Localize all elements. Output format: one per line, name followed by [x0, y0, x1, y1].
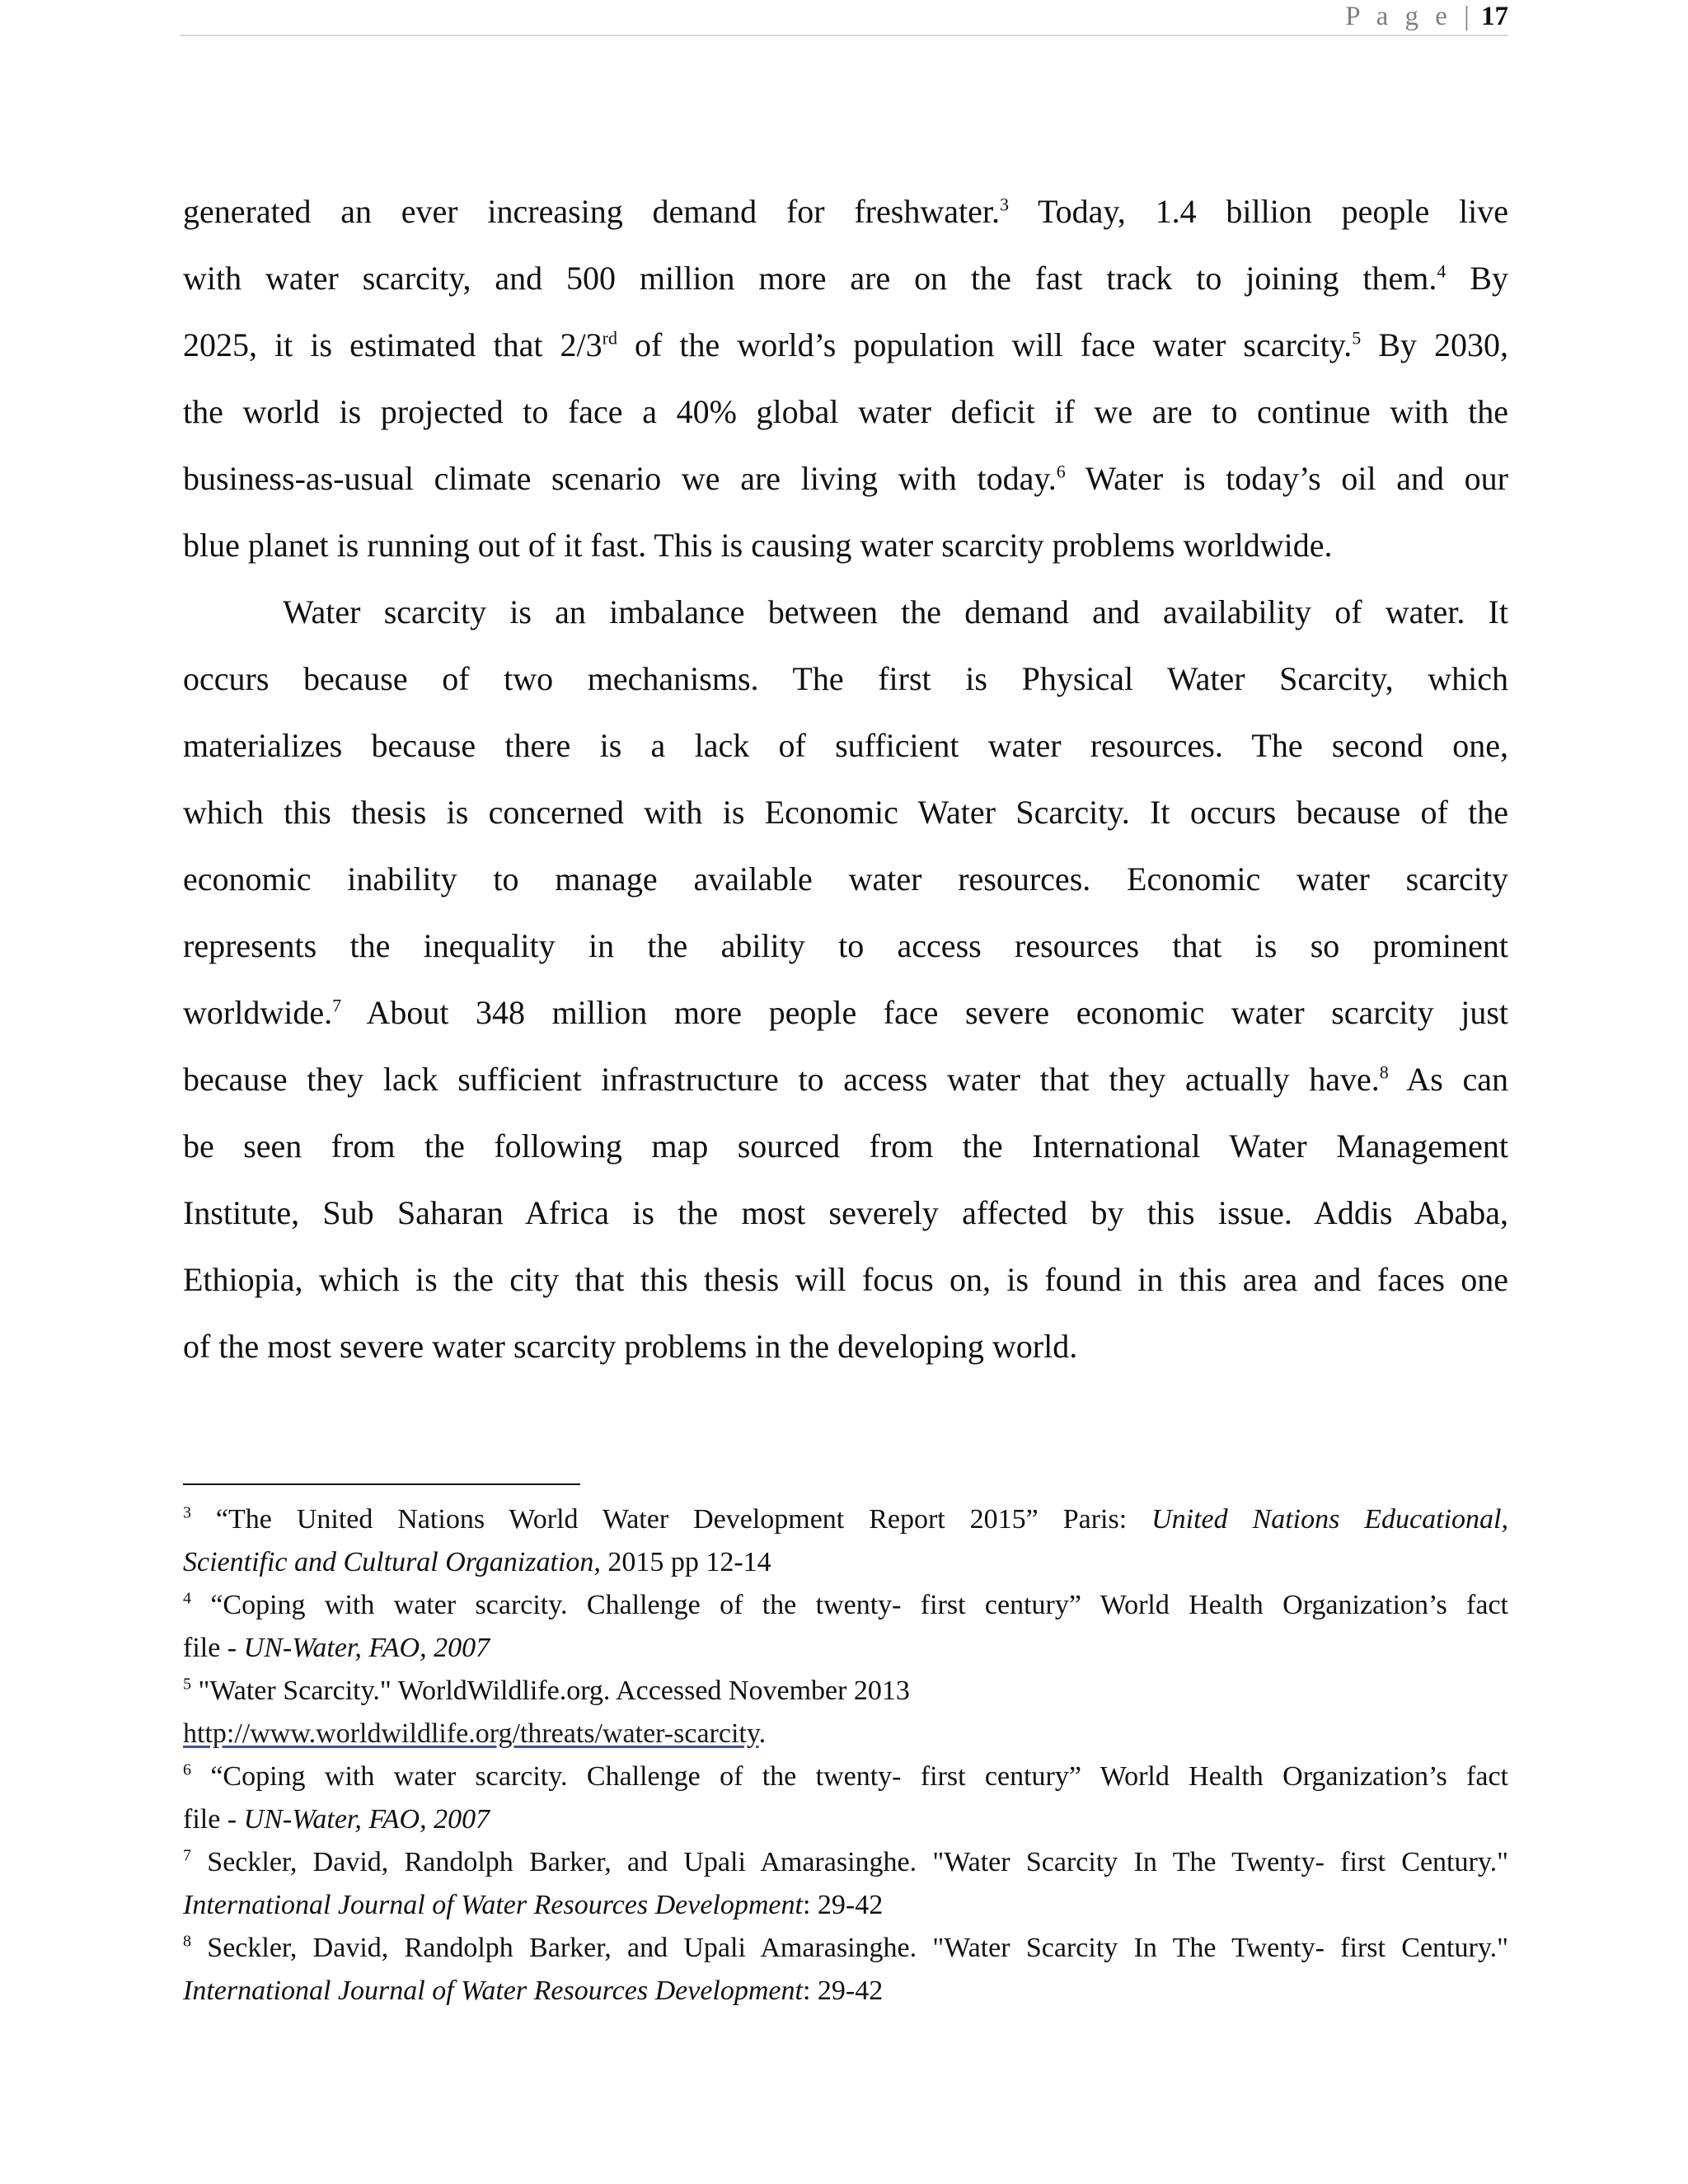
body-line: occurs because of two mechanisms. The first is Physical Water Scarcity, which [183, 660, 1508, 697]
footnote-ref: 8 [1379, 1062, 1389, 1083]
footnote-line: $^4$ “Coping with water scarcity. Challenge of the twenty- first century” World Health Organization’s fact [183, 1589, 1508, 1620]
body-line: blue planet is running out of it fast. This is causing water scarcity problems worldwide. [183, 527, 1333, 564]
body-line: 2025, it is estimated that 2/3rd of the world’s population will face water scarcity.$^5$ By 2030, [183, 326, 1509, 363]
footnote-number: 5 [183, 1675, 191, 1694]
footnote-line: $^3$ “The United Nations World Water Development Report 2015” Paris: United Nations Educational, [183, 1503, 1508, 1535]
body-line: business-as-usual climate scenario we are living with today.$^6$ Water is today’s oil and our [183, 460, 1508, 497]
ordinal-suffix: rd [602, 327, 617, 349]
body-line: represents the inequality in the ability to access resources that is so prominent [183, 927, 1508, 964]
page-label: P a g e | [1345, 2, 1475, 31]
page-number [1345, 0, 1508, 33]
footnote-line: file - UN-Water, FAO, 2007 [183, 1804, 490, 1835]
footnote-ref: 4 [1437, 260, 1447, 282]
body-line: of the most severe water scarcity problems in the developing world. [183, 1328, 1078, 1365]
body-line: materializes because there is a lack of sufficient water resources. The second one, [183, 727, 1508, 764]
body-line: generated an ever increasing demand for freshwater.$^3$ Today, 1.4 billion people live [183, 193, 1508, 230]
footnote-number: 6 [183, 1760, 191, 1779]
footnote-number: 4 [183, 1589, 191, 1608]
body-line: with water scarcity, and 500 million more are on the fast track to joining them.$^4$ By [183, 260, 1508, 297]
footnote-line: Scientific and Cultural Organization, 2015 pp 12-14 [183, 1547, 771, 1577]
footnote-line: $^6$ “Coping with water scarcity. Challenge of the twenty- first century” World Health Organization’s fact [183, 1760, 1508, 1792]
footnote-line: International Journal of Water Resources Development: 29-42 [183, 1975, 884, 2006]
footnote-line: http://www.worldwildlife.org/threats/water-scarcity. [183, 1718, 767, 1749]
footnote-number: 8 [183, 1932, 191, 1951]
footnote-line: $^5$ "Water Scarcity." WorldWildlife.org. Accessed November 2013 [183, 1675, 910, 1706]
footnote-ref: 3 [999, 194, 1009, 215]
footnote-ref: 7 [332, 995, 342, 1016]
body-line: Ethiopia, which is the city that this thesis will focus on, is found in this area and faces one [183, 1261, 1508, 1298]
footnote-ref: 6 [1056, 461, 1066, 482]
footnote-separator [183, 1483, 580, 1485]
body-line: be seen from the following map sourced from the International Water Management [183, 1127, 1508, 1165]
page-number-value: 17 [1481, 2, 1508, 31]
footnote-number: 3 [183, 1503, 191, 1522]
body-line: worldwide.$^7$ About 348 million more people face severe economic water scarcity just [183, 994, 1508, 1031]
body-line: Institute, Sub Saharan Africa is the most severely affected by this issue. Addis Ababa, [183, 1194, 1508, 1231]
body-line: because they lack sufficient infrastructure to access water that they actually have.$^8$ As can [183, 1061, 1508, 1098]
footnote-ref: 5 [1352, 327, 1362, 349]
footnotes [183, 1498, 1508, 2013]
footnote-line: $^8$ Seckler, David, Randolph Barker, and Upali Amarasinghe. "Water Scarcity In The Twenty- first Century." [183, 1932, 1508, 1963]
body-line: which this thesis is concerned with is Economic Water Scarcity. It occurs because of the [183, 794, 1508, 831]
footnote-line: $^7$ Seckler, David, Randolph Barker, and Upali Amarasinghe. "Water Scarcity In The Twenty- first Century." [183, 1846, 1508, 1877]
footnote-line: file - UN-Water, FAO, 2007 [183, 1633, 490, 1663]
body-line: Water scarcity is an imbalance between the demand and availability of water. It [283, 593, 1508, 630]
footnote-link[interactable]: http://www.worldwildlife.org/threats/water-scarcity [183, 1718, 759, 1749]
footnote-line: International Journal of Water Resources Development: 29-42 [183, 1890, 884, 1920]
footnote-number: 7 [183, 1846, 191, 1865]
body-line: economic inability to manage available water resources. Economic water scarcity [183, 860, 1508, 898]
body-text [183, 185, 1508, 1386]
page-header [180, 0, 1508, 36]
body-line: the world is projected to face a 40% global water deficit if we are to continue with the [183, 393, 1508, 430]
